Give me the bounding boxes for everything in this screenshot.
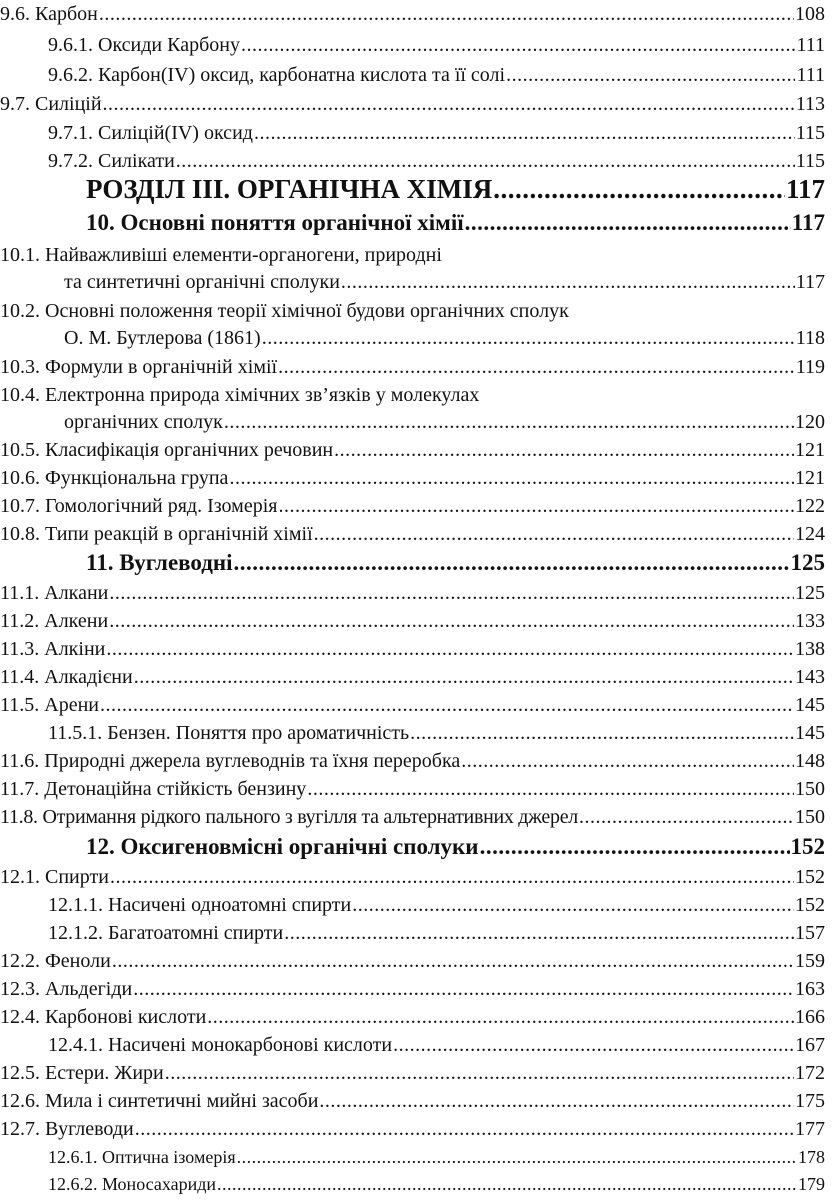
toc-entry-title: 12.1.2. Багатоатомні спирти <box>48 922 284 944</box>
toc-page-number: 163 <box>795 978 825 1000</box>
toc-leader-dots <box>493 174 785 204</box>
toc-entry-title: 12.4. Карбонові кислоти <box>0 1006 207 1028</box>
toc-entry-title: 9.7.2. Силікати <box>48 150 175 172</box>
toc-entry-title: 11.5.1. Бензен. Поняття про ароматичність <box>48 722 410 744</box>
toc-entry <box>0 637 825 661</box>
toc-entry <box>48 121 825 145</box>
toc-entry-title: 11.8. Отримання рідкого пального з вугілля та альтернативних джерел <box>0 806 578 828</box>
toc-page-number: 138 <box>795 638 825 660</box>
toc-entry <box>0 581 825 605</box>
toc-page-number: 152 <box>790 834 825 859</box>
toc-entry-title: 9.6.2. Карбон(IV) оксид, карбонатна кислота та її солі <box>48 64 506 86</box>
toc-entry-continuation: О. М. Бутлерова (1861) <box>64 327 261 349</box>
toc-chapter-heading <box>86 834 825 860</box>
toc-entry <box>48 721 825 745</box>
toc-entry-title: РОЗДІЛ III. ОРГАНІЧНА ХІМІЯ <box>86 174 493 204</box>
toc-page-number: 108 <box>795 3 825 25</box>
toc-entry-title: 10.5. Класифікація органічних речовин <box>0 439 334 461</box>
toc-leader-dots <box>135 1117 794 1141</box>
toc-leader-dots <box>112 949 794 973</box>
toc-entry <box>48 1033 825 1057</box>
toc-leader-dots <box>109 609 794 633</box>
toc-entry-title: 11.4. Алкадієни <box>0 666 133 688</box>
toc-entry-title: 12.5. Естери. Жири <box>0 1062 164 1084</box>
toc-entry-title: 10.4. Електронна природа хімічних зв’язків у молекулах <box>0 384 480 406</box>
toc-entry-title: 12.1. Спирти <box>0 866 109 888</box>
toc-entry <box>0 438 825 462</box>
toc-leader-dots <box>133 977 794 1001</box>
toc-entry <box>64 326 825 350</box>
toc-page-number: 111 <box>796 64 825 86</box>
toc-entry <box>0 693 825 717</box>
toc-leader-dots <box>254 121 795 145</box>
toc-leader-dots <box>319 1089 794 1113</box>
toc-entry-title: 10.2. Основні положення теорії хімічної будови органічних сполук <box>0 300 569 322</box>
toc-leader-dots <box>278 494 794 518</box>
toc-entry <box>0 805 825 829</box>
toc-leader-dots <box>307 777 794 801</box>
toc-page-number: 125 <box>795 582 825 604</box>
toc-leader-dots <box>262 326 795 350</box>
toc-entry <box>48 1145 825 1169</box>
toc-page-number: 179 <box>798 1174 825 1194</box>
toc-leader-dots <box>284 921 794 945</box>
toc-page-number: 120 <box>795 411 825 433</box>
toc-page-number: 117 <box>795 271 825 293</box>
toc-leader-dots <box>314 522 794 546</box>
toc-page-number: 159 <box>795 950 825 972</box>
toc-entry <box>0 1005 825 1029</box>
toc-leader-dots <box>341 270 795 294</box>
toc-leader-dots <box>334 438 794 462</box>
toc-entry <box>0 522 825 546</box>
toc-entry <box>48 921 825 945</box>
toc-page-number: 124 <box>795 523 825 545</box>
toc-entry-title: 11.1. Алкани <box>0 582 109 604</box>
toc-entry <box>0 1089 825 1113</box>
toc-page-number: 121 <box>795 439 825 461</box>
toc-page-number: 125 <box>790 550 825 575</box>
toc-leader-dots <box>106 637 794 661</box>
toc-leader-dots <box>110 865 794 889</box>
toc-page-number: 145 <box>795 722 825 744</box>
toc-entry <box>0 777 825 801</box>
toc-part-heading <box>86 174 825 204</box>
toc-leader-dots <box>103 92 795 116</box>
toc-chapter-heading <box>86 550 825 576</box>
toc-entry <box>48 893 825 917</box>
toc-leader-dots <box>352 893 794 917</box>
toc-entry-title: 11.2. Алкени <box>0 610 109 632</box>
toc-entry-title: 11.7. Детонаційна стійкість бензину <box>0 778 307 800</box>
toc-leader-dots <box>176 149 795 173</box>
toc-entry <box>0 466 825 490</box>
toc-entry-title: 12.6.1. Оптична ізомерія <box>48 1147 236 1167</box>
toc-entry <box>0 749 825 773</box>
toc-entry-title: 12.6.2. Моносахариди <box>48 1174 217 1194</box>
toc-page-number: 148 <box>795 750 825 772</box>
toc-leader-dots <box>109 581 794 605</box>
toc-entry-title: 9.7. Силіцій <box>0 93 102 115</box>
toc-entry <box>0 977 825 1001</box>
toc-entry <box>0 609 825 633</box>
toc-entry-title: 12.4.1. Насичені монокарбонові кислоти <box>48 1034 393 1056</box>
toc-page-number: 115 <box>795 150 825 172</box>
toc-entry-title: 10. Основні поняття органічної хімії <box>86 210 464 235</box>
toc-page-number: 152 <box>795 866 825 888</box>
toc-page-number: 157 <box>795 922 825 944</box>
toc-entry-title: 11.5. Арени <box>0 694 99 716</box>
toc-page-number: 150 <box>795 806 825 828</box>
toc-leader-dots <box>461 749 794 773</box>
toc-leader-dots <box>506 63 795 87</box>
toc-entry-title: 12.3. Альдегіди <box>0 978 133 1000</box>
toc-page-number: 152 <box>795 894 825 916</box>
toc-leader-dots <box>207 1005 794 1029</box>
toc-entry-title: 11. Вуглеводні <box>86 550 233 575</box>
toc-page-number: 115 <box>795 122 825 144</box>
toc-entry-continuation: та синтетичні органічні сполуки <box>64 271 340 293</box>
toc-entry-continuation: органічних сполук <box>64 411 223 433</box>
toc-page-number: 178 <box>798 1147 825 1167</box>
toc-entry-title: 10.6. Функціональна група <box>0 467 229 489</box>
toc-entry-title: 12. Оксигеновмісні органічні сполуки <box>86 834 479 859</box>
toc-page-number: 143 <box>795 666 825 688</box>
toc-page-number: 117 <box>785 174 825 204</box>
toc-page-number: 177 <box>795 1118 825 1140</box>
toc-page-number: 113 <box>795 93 825 115</box>
toc-entry-title: 12.7. Вуглеводи <box>0 1118 134 1140</box>
toc-entry <box>0 1061 825 1085</box>
toc-leader-dots <box>579 805 794 829</box>
toc-page-number: 121 <box>795 467 825 489</box>
toc-entry <box>48 63 825 87</box>
toc-leader-dots <box>217 1172 797 1196</box>
toc-entry <box>64 410 825 434</box>
toc-entry <box>0 665 825 689</box>
toc-leader-dots <box>134 665 794 689</box>
toc-chapter-heading <box>86 210 825 236</box>
toc-leader-dots <box>100 693 794 717</box>
toc-leader-dots <box>229 466 794 490</box>
toc-entry <box>48 1172 825 1196</box>
toc-leader-dots <box>393 1033 794 1057</box>
toc-leader-dots <box>241 33 796 57</box>
toc-leader-dots <box>165 1061 794 1085</box>
toc-entry <box>0 949 825 973</box>
toc-entry-title: 10.8. Типи реакцій в органічній хімії <box>0 523 313 545</box>
toc-entry <box>64 270 825 294</box>
toc-entry <box>0 1117 825 1141</box>
toc-leader-dots <box>410 721 794 745</box>
toc-leader-dots <box>465 210 791 236</box>
toc-entry <box>48 33 825 57</box>
toc-entry <box>0 865 825 889</box>
toc-page-number: 118 <box>795 327 825 349</box>
toc-entry-title: 11.3. Алкіни <box>0 638 106 660</box>
toc-page-number: 145 <box>795 694 825 716</box>
toc-entry <box>48 149 825 173</box>
toc-entry <box>0 494 825 518</box>
toc-entry <box>0 355 825 379</box>
toc-page-number: 172 <box>795 1062 825 1084</box>
toc-page-number: 166 <box>795 1006 825 1028</box>
toc-page-number: 117 <box>791 210 825 235</box>
toc-entry-title: 9.6. Карбон <box>0 3 98 25</box>
toc-entry-title: 9.7.1. Силіцій(IV) оксид <box>48 122 253 144</box>
toc-leader-dots <box>224 410 794 434</box>
toc-page-number: 122 <box>795 495 825 517</box>
toc-entry-title: 12.6. Мила і синтетичні мийні засоби <box>0 1090 319 1112</box>
toc-leader-dots <box>480 834 790 860</box>
toc-page-number: 175 <box>795 1090 825 1112</box>
toc-entry-title: 10.3. Формули в органічній хімії <box>0 356 278 378</box>
toc-entry-title: 11.6. Природні джерела вуглеводнів та їхня переробка <box>0 750 461 772</box>
toc-page-number: 133 <box>795 610 825 632</box>
toc-entry-title: 12.2. Феноли <box>0 950 111 972</box>
toc-page-number: 111 <box>796 34 825 56</box>
toc-leader-dots <box>237 1145 797 1169</box>
toc-entry-title: 10.7. Гомологічний ряд. Ізомерія <box>0 495 278 517</box>
toc-page-number: 119 <box>795 356 825 378</box>
toc-entry <box>0 2 825 26</box>
toc-leader-dots <box>99 2 794 26</box>
toc-leader-dots <box>278 355 795 379</box>
toc-page-number: 150 <box>795 778 825 800</box>
toc-entry-title: 12.1.1. Насичені одноатомні спирти <box>48 894 352 916</box>
toc-entry <box>0 92 825 116</box>
toc-page-number: 167 <box>795 1034 825 1056</box>
toc-leader-dots <box>234 550 790 576</box>
toc-entry-title: 10.1. Найважливіші елементи-органогени, природні <box>0 244 442 266</box>
toc-entry-title: 9.6.1. Оксиди Карбону <box>48 34 240 56</box>
